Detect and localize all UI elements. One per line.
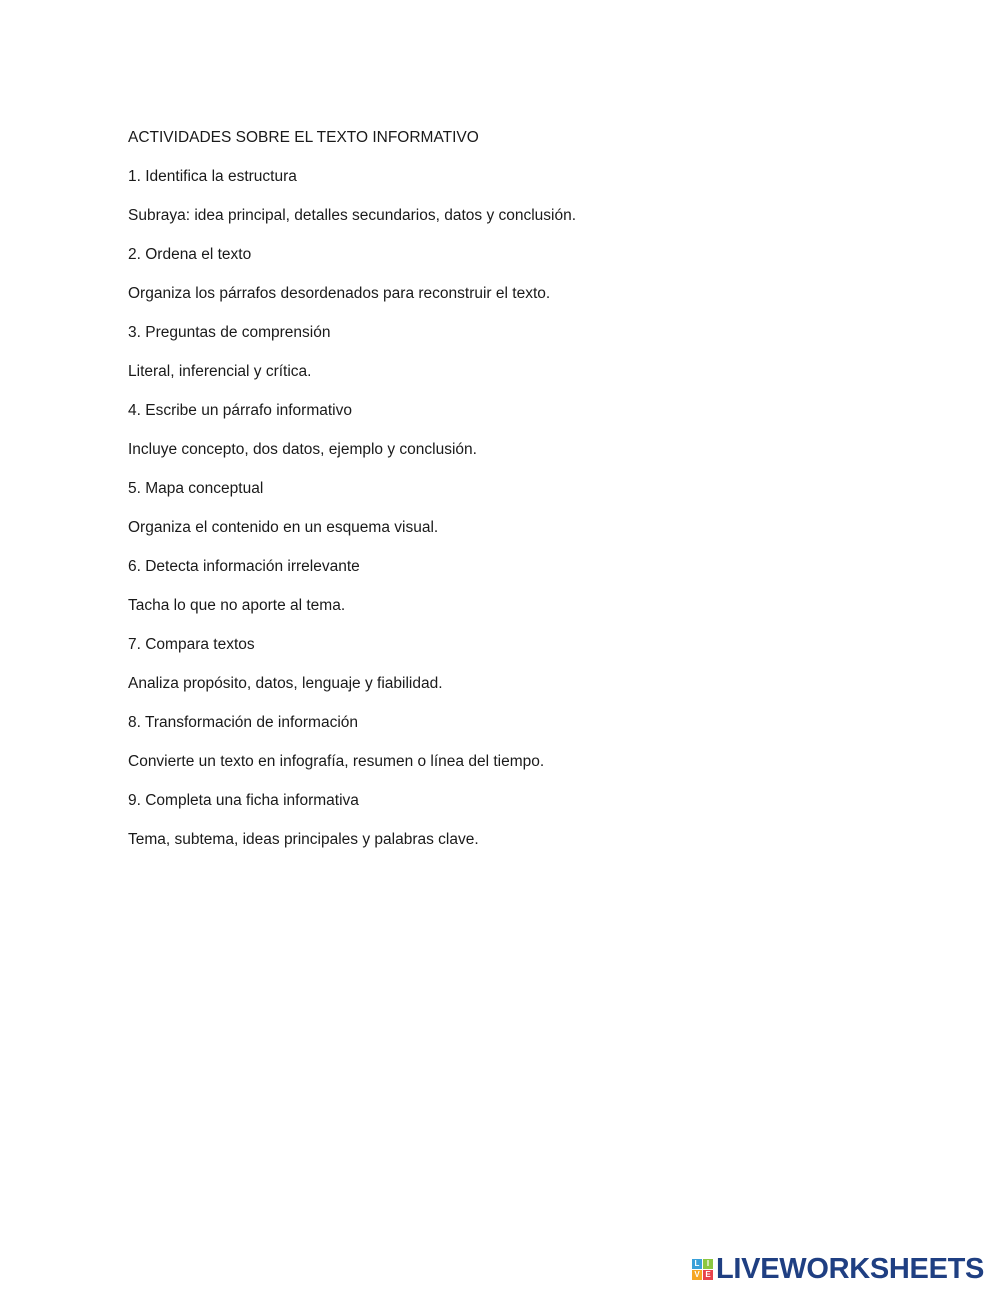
logo-mark-tile: E	[703, 1270, 713, 1280]
activity-heading: 5. Mapa conceptual	[128, 480, 264, 497]
activity-description: Tema, subtema, ideas principales y palabras clave.	[128, 831, 479, 848]
activity-description: Convierte un texto en infografía, resumen o línea del tiempo.	[128, 753, 545, 770]
activity-description: Organiza los párrafos desordenados para reconstruir el texto.	[128, 285, 551, 302]
activity-description: Literal, inferencial y crítica.	[128, 363, 312, 380]
document-title: ACTIVIDADES SOBRE EL TEXTO INFORMATIVO	[128, 129, 479, 146]
activity-heading: 7. Compara textos	[128, 636, 255, 653]
activity-heading: 1. Identifica la estructura	[128, 168, 297, 185]
logo-mark-tile: V	[692, 1270, 702, 1280]
activity-description: Incluye concepto, dos datos, ejemplo y conclusión.	[128, 441, 477, 458]
logo-text: LIVEWORKSHEETS	[716, 1253, 985, 1285]
activity-description: Analiza propósito, datos, lenguaje y fiabilidad.	[128, 675, 443, 692]
activity-heading: 9. Completa una ficha informativa	[128, 792, 359, 809]
logo-mark-tile: I	[703, 1259, 713, 1269]
activity-description: Organiza el contenido en un esquema visual.	[128, 519, 439, 536]
activity-heading: 3. Preguntas de comprensión	[128, 324, 331, 341]
logo-mark-tile: L	[692, 1259, 702, 1269]
logo-mark-icon	[692, 1259, 713, 1280]
activity-heading: 2. Ordena el texto	[128, 246, 252, 263]
liveworksheets-logo	[692, 1254, 984, 1284]
activity-heading: 4. Escribe un párrafo informativo	[128, 402, 352, 419]
activity-heading: 6. Detecta información irrelevante	[128, 558, 360, 575]
activity-description: Subraya: idea principal, detalles secundarios, datos y conclusión.	[128, 207, 577, 224]
activity-description: Tacha lo que no aporte al tema.	[128, 597, 346, 614]
activity-heading: 8. Transformación de información	[128, 714, 359, 731]
worksheet-content	[128, 128, 888, 869]
